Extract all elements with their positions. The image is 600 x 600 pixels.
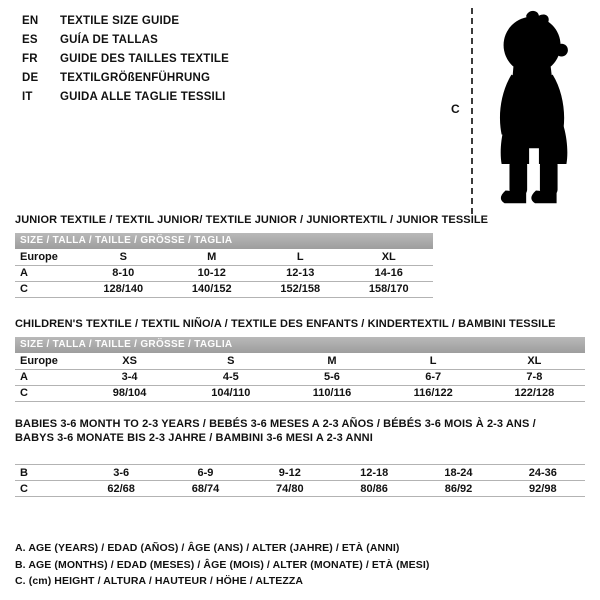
legend-notes xyxy=(15,540,429,590)
height-cell: 104/110 xyxy=(211,387,251,399)
height-cell: 122/128 xyxy=(514,387,555,399)
language-row-it xyxy=(22,88,229,107)
table-row xyxy=(15,465,585,481)
age-cell: 24-36 xyxy=(528,466,557,479)
height-cell: 62/68 xyxy=(107,482,135,495)
language-row-es xyxy=(22,31,229,50)
age-cell: 3-6 xyxy=(113,466,130,479)
language-row-de xyxy=(22,69,229,88)
language-code: DE xyxy=(22,72,39,84)
junior-table-wrap xyxy=(15,233,433,298)
size-cell: S xyxy=(119,250,127,263)
size-cell: M xyxy=(207,250,217,263)
section-title-junior: JUNIOR TEXTILE / TEXTIL JUNIOR/ TEXTILE JUNIOR / JUNIORTEXTIL / JUNIOR TESSILE xyxy=(15,214,489,226)
age-cell: 8-10 xyxy=(112,267,135,279)
height-cell: 74/80 xyxy=(276,482,304,495)
note-a: A. AGE (YEARS) / EDAD (AÑOS) / ÂGE (ANS) / ALTER (JAHRE) / ETÀ (ANNI) xyxy=(15,542,400,554)
babies-size-table xyxy=(15,464,585,497)
table-row xyxy=(15,281,433,297)
row-label: C xyxy=(20,482,28,495)
height-figure xyxy=(445,6,595,220)
height-cell: 152/158 xyxy=(280,283,321,295)
age-cell: 6-7 xyxy=(425,371,442,383)
age-cell: 12-18 xyxy=(360,466,389,479)
height-cell: 110/116 xyxy=(312,387,352,399)
babies-table-wrap xyxy=(15,464,585,497)
size-cell: XL xyxy=(527,354,542,367)
row-label: A xyxy=(20,371,28,383)
size-cell: M xyxy=(327,354,337,367)
size-cell: XL xyxy=(381,250,396,263)
row-label: C xyxy=(20,283,28,295)
row-label: Europe xyxy=(20,250,58,263)
age-cell: 18-24 xyxy=(444,466,473,479)
height-cell: 98/104 xyxy=(112,387,147,399)
language-code: ES xyxy=(22,34,38,46)
age-cell: 14-16 xyxy=(374,267,403,279)
height-cell: 158/170 xyxy=(368,283,409,295)
size-header-bar: SIZE / TALLA / TAILLE / GRÖSSE / TAGLIA xyxy=(15,337,585,353)
children-table-wrap xyxy=(15,337,585,402)
table-row xyxy=(15,481,585,497)
language-code: FR xyxy=(22,53,38,65)
height-dashed-line xyxy=(471,8,473,214)
language-code: IT xyxy=(22,91,33,103)
height-measure-label: C xyxy=(451,102,460,116)
height-cell: 86/92 xyxy=(444,482,473,495)
row-label: Europe xyxy=(20,354,58,367)
language-row-fr xyxy=(22,50,229,69)
height-cell: 128/140 xyxy=(103,283,144,295)
age-cell: 3-4 xyxy=(121,371,138,383)
table-row xyxy=(15,385,585,401)
height-cell: 92/98 xyxy=(529,482,557,495)
size-cell: L xyxy=(296,250,304,263)
size-header-bar: SIZE / TALLA / TAILLE / GRÖSSE / TAGLIA xyxy=(15,233,433,249)
age-cell: 12-13 xyxy=(286,267,315,279)
table-row xyxy=(15,265,433,281)
language-text: TEXTILE SIZE GUIDE xyxy=(60,15,180,27)
height-cell: 80/86 xyxy=(360,482,388,495)
table-row xyxy=(15,249,433,265)
section-title-children: CHILDREN'S TEXTILE / TEXTIL NIÑO/A / TEXTILE DES ENFANTS / KINDERTEXTIL / BAMBINI TESSILE xyxy=(15,318,556,330)
child-silhouette-icon xyxy=(481,8,589,208)
row-label: A xyxy=(20,267,28,279)
junior-size-table xyxy=(15,249,433,298)
language-list xyxy=(22,12,229,107)
table-row xyxy=(15,369,585,385)
language-code: EN xyxy=(22,15,39,27)
row-label: C xyxy=(20,387,28,399)
size-cell: XS xyxy=(122,354,137,367)
section-title-babies: BABIES 3-6 MONTH TO 2-3 YEARS / BEBÉS 3-6 MESES A 2-3 AÑOS / BÉBÉS 3-6 MOIS À 2-3 ANS / BABYS 3-6 MONATE BIS 2-3 JAHRE / BAMBINI 3-6 MESI A 2-3 ANNI xyxy=(15,418,536,444)
note-c: C. (cm) HEIGHT / ALTURA / HAUTEUR / HÖHE / ALTEZZA xyxy=(15,575,304,587)
table-row xyxy=(15,353,585,369)
language-text: GUIDE DES TAILLES TEXTILE xyxy=(60,53,229,65)
note-b: B. AGE (MONTHS) / EDAD (MESES) / ÂGE (MOIS) / ALTER (MONATE) / ETÀ (MESI) xyxy=(15,558,430,571)
size-cell: L xyxy=(429,354,437,367)
age-cell: 5-6 xyxy=(324,371,340,383)
height-cell: 116/122 xyxy=(413,387,453,399)
age-cell: 7-8 xyxy=(526,371,543,383)
age-cell: 6-9 xyxy=(197,466,214,479)
row-label: B xyxy=(20,466,28,479)
language-row-en xyxy=(22,12,229,31)
height-cell: 140/152 xyxy=(191,283,232,295)
language-text: GUIDA ALLE TAGLIE TESSILI xyxy=(60,91,226,103)
language-text: TEXTILGRÖßENFÜHRUNG xyxy=(60,72,211,84)
size-cell: S xyxy=(227,354,235,367)
height-cell: 68/74 xyxy=(191,482,220,495)
children-size-table xyxy=(15,353,585,402)
age-cell: 10-12 xyxy=(197,267,226,279)
language-text: GUÍA DE TALLAS xyxy=(60,34,158,46)
age-cell: 9-12 xyxy=(278,466,301,479)
age-cell: 4-5 xyxy=(222,371,239,383)
